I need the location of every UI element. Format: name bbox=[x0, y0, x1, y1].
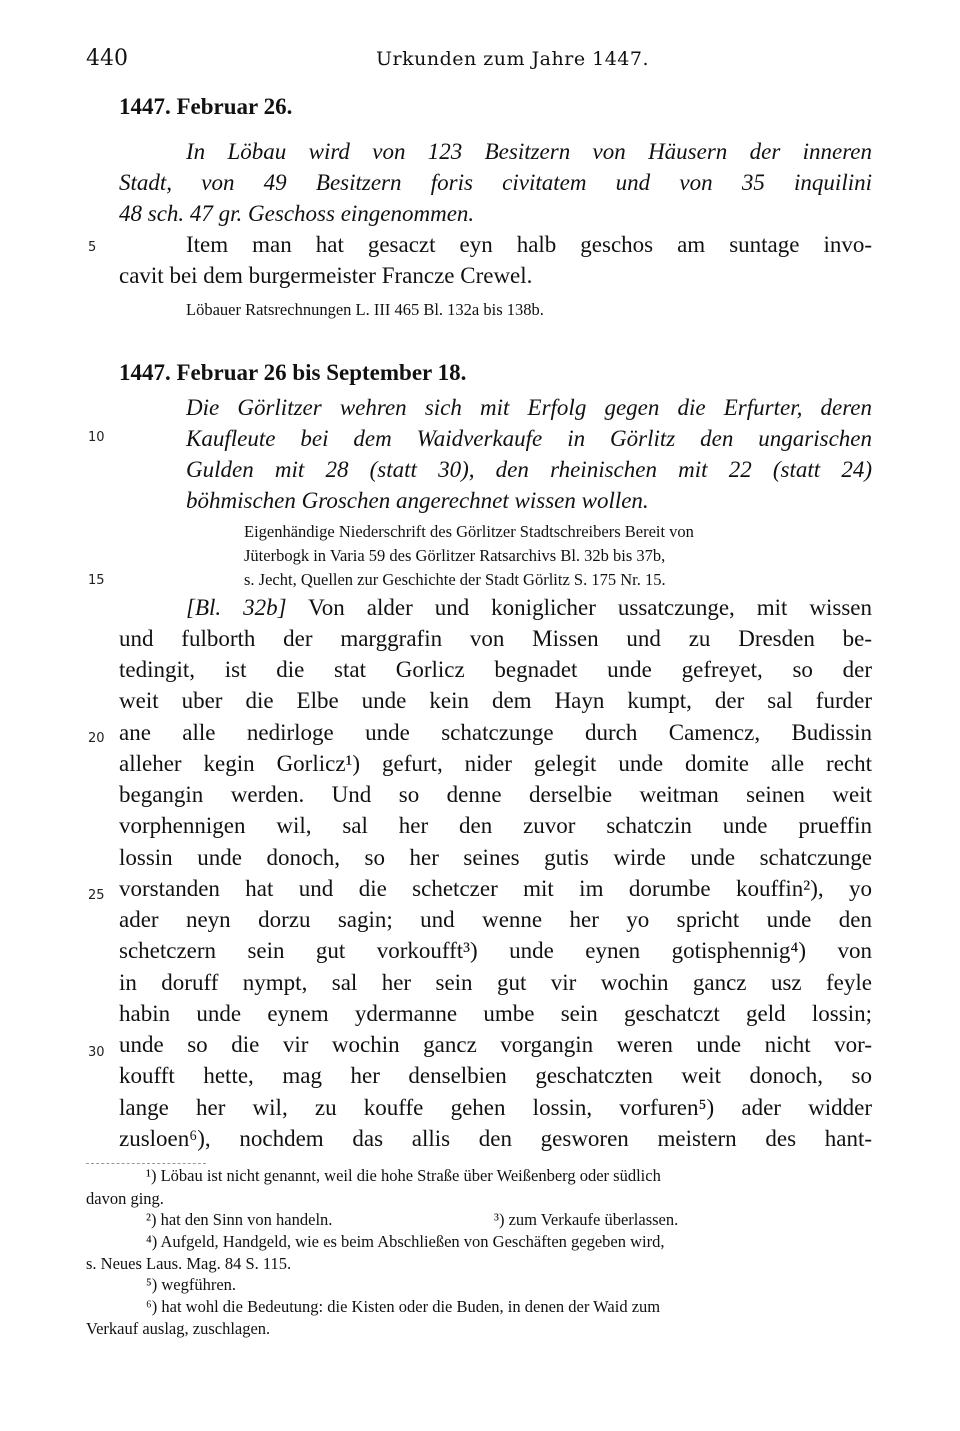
footnote-line: ¹) Löbau ist nicht genannt, weil die hohe Straße über Weißenberg oder südlich bbox=[146, 1166, 661, 1185]
line-number: 10 bbox=[88, 430, 105, 445]
text-line: Item man hat gesaczt eyn halb geschos am suntage invo- bbox=[186, 232, 872, 257]
line-number: 20 bbox=[88, 731, 105, 746]
regest-line: Die Görlitzer wehren sich mit Erfolg gegen die Erfurter, deren bbox=[186, 395, 872, 420]
text-line: vorphennigen wil, sal her den zuvor schatczin unde prueffin bbox=[119, 813, 872, 838]
regest-line: 48 sch. 47 gr. Geschoss eingenommen. bbox=[119, 201, 475, 226]
regest-line: Gulden mit 28 (statt 30), den rheinischen mit 22 (statt 24) bbox=[186, 457, 872, 482]
source-note: Eigenhändige Niederschrift des Görlitzer Stadtschreibers Bereit von bbox=[244, 522, 694, 541]
text-line: unde so die vir wochin gancz vorgangin weren unde nicht vor- bbox=[119, 1032, 872, 1057]
regest-line: böhmischen Groschen angerechnet wissen wollen. bbox=[186, 488, 649, 513]
source-note: s. Jecht, Quellen zur Geschichte der Stadt Görlitz S. 175 Nr. 15. bbox=[244, 570, 666, 589]
footnote-line: ²) hat den Sinn von handeln. bbox=[146, 1210, 333, 1229]
line-number: 25 bbox=[88, 888, 105, 903]
footnote-line: ⁴) Aufgeld, Handgeld, wie es beim Abschließen von Geschäften gegeben wird, bbox=[146, 1232, 665, 1251]
text-line: lossin unde donoch, so her seines gutis wirde unde schatczunge bbox=[119, 845, 872, 870]
running-title: Urkunden zum Jahre 1447. bbox=[376, 48, 650, 70]
text-line-start: Von alder und koniglicher ussatczunge, mit wissen bbox=[308, 595, 873, 620]
footnote-line: davon ging. bbox=[86, 1189, 164, 1208]
text-line: und fulborth der marggrafin von Missen und zu Dresden be- bbox=[119, 626, 872, 651]
text-line: ader neyn dorzu sagin; und wenne her yo spricht unde den bbox=[119, 907, 872, 932]
footnote-line: s. Neues Laus. Mag. 84 S. 115. bbox=[86, 1254, 292, 1273]
text-line: weit uber die Elbe unde kein dem Hayn kumpt, der sal furder bbox=[119, 688, 872, 713]
text-line: ane alle nedirloge unde schatczunge durch Camencz, Budissin bbox=[119, 720, 872, 745]
text-line: begangin werden. Und so denne derselbie weitman seinen weit bbox=[119, 782, 872, 807]
running-head bbox=[86, 46, 874, 76]
text-line: tedingit, ist die stat Gorlicz begnadet unde gefreyet, so der bbox=[119, 657, 872, 682]
text-line: cavit bei dem burgermeister Francze Crewel. bbox=[119, 263, 533, 288]
text-line: koufft hette, mag her denselbien geschatczten weit donoch, so bbox=[119, 1063, 872, 1088]
text-line: vorstanden hat und die schetczer mit im dorumbe kouffin²), yo bbox=[119, 876, 872, 901]
regest-line: In Löbau wird von 123 Besitzern von Häusern der inneren bbox=[186, 139, 872, 164]
page-number: 440 bbox=[86, 46, 128, 71]
footnote-line: ⁵) wegführen. bbox=[146, 1275, 237, 1294]
text-line: schetczern sein gut vorkoufft³) unde eynen gotisphennig⁴) von bbox=[119, 938, 872, 963]
footnote-line: ⁶) hat wohl die Bedeutung: die Kisten oder die Buden, in denen der Waid zum bbox=[146, 1297, 661, 1316]
line-number: 15 bbox=[88, 573, 105, 588]
entry-date: 1447. Februar 26 bis September 18. bbox=[119, 360, 467, 385]
text-line: lange her wil, zu kouffe gehen lossin, vorfuren⁵) ader widder bbox=[119, 1095, 872, 1120]
text-line bbox=[186, 595, 872, 621]
line-number: 5 bbox=[88, 240, 97, 255]
source-note: Jüterbogk in Varia 59 des Görlitzer Ratsarchivs Bl. 32b bis 37b, bbox=[244, 546, 666, 565]
entry-date: 1447. Februar 26. bbox=[119, 94, 293, 119]
text-line: zusloen⁶), nochdem das allis den gesworen meistern des hant- bbox=[119, 1126, 872, 1151]
source-note: Löbauer Ratsrechnungen L. III 465 Bl. 132a bis 138b. bbox=[186, 300, 544, 319]
text-line: in doruff nympt, sal her sein gut vir wochin gancz usz feyle bbox=[119, 970, 872, 995]
line-number: 30 bbox=[88, 1045, 105, 1060]
text-line: alleher kegin Gorlicz¹) gefurt, nider gelegit unde domite alle recht bbox=[119, 751, 872, 776]
regest-line: Stadt, von 49 Besitzern foris civitatem und von 35 inquilini bbox=[119, 170, 872, 195]
folio-reference: [Bl. 32b] bbox=[186, 595, 287, 620]
footnote-line: Verkauf auslag, zuschlagen. bbox=[86, 1319, 271, 1338]
footnote-line: ³) zum Verkaufe überlassen. bbox=[494, 1210, 679, 1229]
footnote-rule bbox=[86, 1163, 206, 1164]
regest-line: Kaufleute bei dem Waidverkaufe in Görlitz den ungarischen bbox=[186, 426, 872, 451]
text-line: habin unde eynem ydermanne umbe sein geschatczt geld lossin; bbox=[119, 1001, 872, 1026]
